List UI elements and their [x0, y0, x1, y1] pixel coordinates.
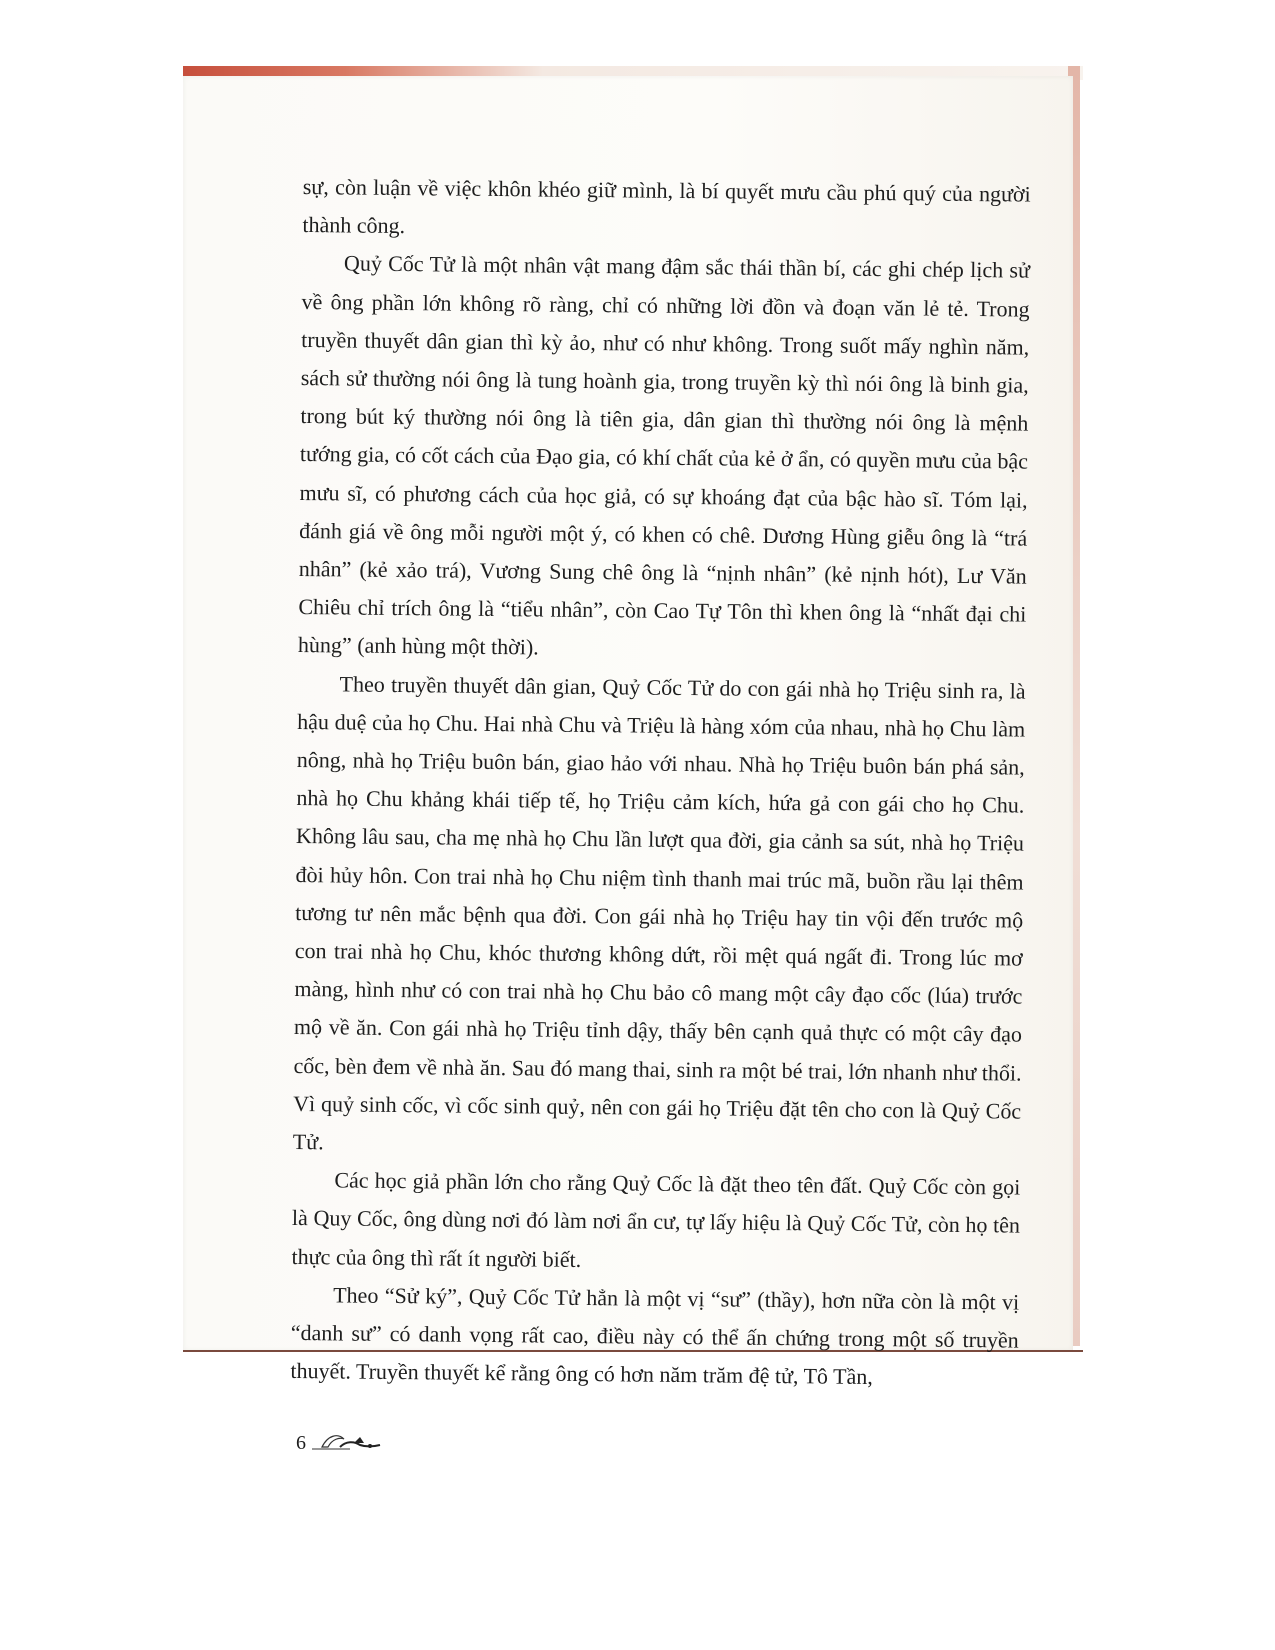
page-footer: [296, 1429, 390, 1453]
paragraph-legend: Theo truyền thuyết dân gian, Quỷ Cốc Tử do con gái nhà họ Triệu sinh ra, là hậu duệ của họ Chu. Hai nhà Chu và Triệu là hàng xóm của nhau, nhà họ Chu làm nông, nhà họ Triệu buôn bán, giao hảo với nhau. Nhà họ Triệu buôn bán phá sản, nhà họ Chu khảng khái tiếp tế, họ Triệu cảm kích, hứa gả con gái cho họ Chu. Không lâu sau, cha mẹ nhà họ Chu lần lượt qua đời, gia cảnh sa sút, nhà họ Triệu đòi hủy hôn. Con trai nhà họ Chu niệm tình thanh mai trúc mã, buồn rầu lại thêm tương tư nên mắc bệnh qua đời. Con gái nhà họ Triệu hay tin vội đến trước mộ con trai nhà họ Chu, khóc thương không dứt, rồi mệt quá ngất đi. Trong lúc mơ màng, hình như có con trai nhà họ Chu bảo cô mang một cây đạo cốc (lúa) trước mộ về ăn. Con gái nhà họ Triệu tỉnh dậy, thấy bên cạnh quả thực có một cây đạo cốc, bèn đem về nhà ăn. Sau đó mang thai, sinh ra một bé trai, lớn nhanh như thổi. Vì quỷ sinh cốc, vì cốc sinh quỷ, nên con gái họ Triệu đặt tên cho con là Quỷ Cốc Tử.: [292, 671, 1026, 1155]
paragraph-su-ky: Theo “Sử ký”, Quỷ Cốc Tử hẳn là một vị “sư” (thầy), hơn nữa còn là một vị “danh sư” có danh vọng rất cao, điều này có thể ấn chứng trong một số truyền thuyết. Truyền thuyết kể rằng ông có hơn năm trăm đệ tử, Tô Tần,: [290, 1282, 1020, 1390]
paragraph-continuation: sự, còn luận về việc khôn khéo giữ mình, là bí quyết mưu cầu phú quý của người thành công.: [302, 173, 1031, 239]
brush-ornament-icon: [310, 1429, 390, 1453]
paragraph-quy-coc-tu-intro: Quỷ Cốc Tử là một nhân vật mang đậm sắc thái thần bí, các ghi chép lịch sử về ông phần lớn không rõ ràng, chỉ có những lời đồn và đoạn văn lẻ tẻ. Trong truyền thuyết dân gian thì kỳ ảo, như có như không. Trong suốt mấy nghìn năm, sách sử thường nói ông là tung hoành gia, trong truyền kỳ thì nói ông là binh gia, trong bút ký thường nói ông là tiên gia, dân gian thì thường nói ông là mệnh tướng gia, có cốt cách của Đạo gia, có khí chất của kẻ ở ẩn, có quyền mưu của bậc mưu sĩ, có phương cách của học giả, có sự khoáng đạt của bậc hào sĩ. Tóm lại, đánh giá về ông mỗi người một ý, có khen có chê. Dương Hùng giễu ông là “trá nhân” (kẻ xảo trá), Vương Sung chê ông là “nịnh nhân” (kẻ nịnh hót), Lư Văn Chiêu chỉ trích ông là “tiểu nhân”, còn Cao Tự Tôn thì khen ông là “nhất đại chi hùng” (anh hùng một thời).: [297, 250, 1031, 660]
page-body-text: [290, 168, 1031, 1398]
page-number: 6: [296, 1432, 306, 1454]
paragraph-place-name: Các học giả phần lớn cho rằng Quỷ Cốc là đặt theo tên đất. Quỷ Cốc còn gọi là Quy Cốc, ông dùng nơi đó làm nơi ẩn cư, tự lấy hiệu là Quỷ Cốc Tử, còn họ tên thực của ông thì rất ít người biết.: [291, 1167, 1021, 1272]
